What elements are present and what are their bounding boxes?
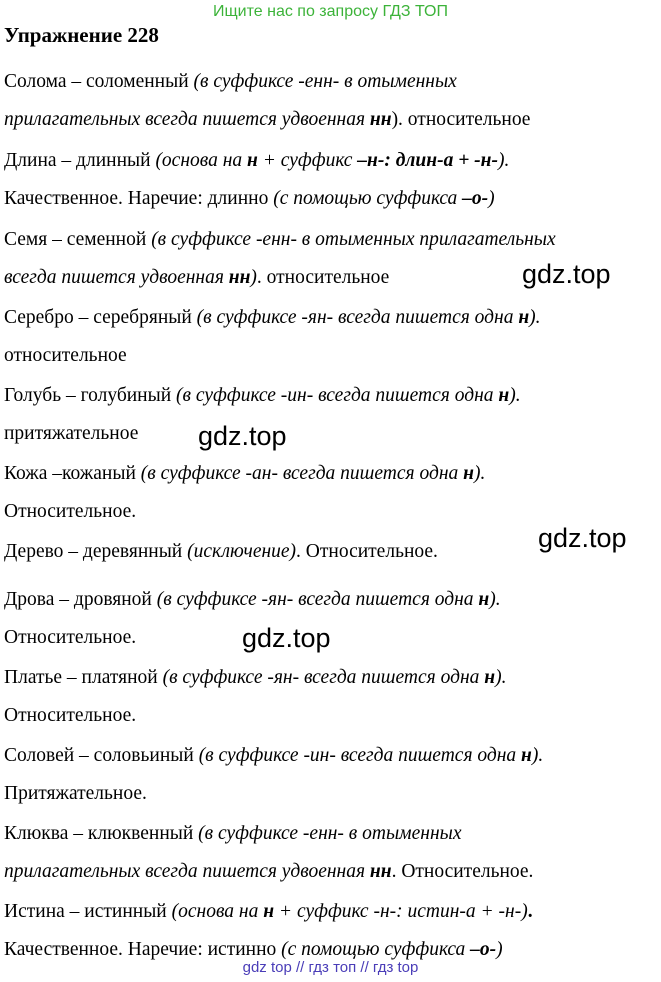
emphasis: –н-: длин-а + -н-	[357, 150, 498, 171]
explanation: всегда пишется удвоенная	[4, 267, 229, 288]
explanation: (в суффиксе -енн- в отыменных	[198, 823, 462, 844]
entry-line	[4, 893, 660, 931]
entry-line	[4, 142, 660, 180]
watermark: gdz.top	[198, 421, 287, 451]
text: Платье – платяной	[4, 667, 163, 688]
explanation: прилагательных всегда пишется удвоенная	[4, 109, 370, 130]
entry-line	[4, 619, 660, 657]
entry-solovinyi	[4, 737, 660, 813]
text: Солома – соломенный	[4, 71, 194, 92]
text: Соловей – соловьиный	[4, 745, 199, 766]
text: Дерево – деревянный	[4, 541, 188, 562]
text: Кожа –кожаный	[4, 463, 141, 484]
entry-kozhanyi	[4, 455, 660, 531]
emphasis: н	[518, 307, 530, 328]
explanation: ).	[489, 589, 501, 610]
explanation: (в суффиксе -ян- всегда пишется одна	[162, 667, 485, 688]
text: ). относительное	[391, 109, 531, 130]
explanation: )	[488, 188, 495, 209]
entry-line	[4, 737, 660, 775]
emphasis: н	[247, 150, 258, 171]
explanation: + суффикс	[257, 150, 358, 171]
entry-line	[4, 659, 660, 697]
text: . Относительное.	[296, 541, 438, 562]
entry-line	[4, 815, 660, 853]
watermark: gdz.top	[522, 259, 611, 289]
explanation: ).	[473, 463, 486, 484]
text: Серебро – серебряный	[4, 307, 197, 328]
explanation: ).	[495, 667, 507, 688]
text: Качественное. Наречие: длинно	[4, 188, 274, 209]
text: . Относительное.	[391, 861, 534, 882]
entry-istinnyi	[4, 893, 660, 959]
entry-line	[4, 221, 660, 259]
explanation: ).	[498, 150, 510, 171]
entry-solomennyi	[4, 63, 660, 139]
entry-line	[4, 415, 660, 453]
emphasis: н	[484, 667, 496, 688]
top-banner: Ищите нас по запросу ГДЗ ТОП	[213, 3, 448, 20]
entry-line	[4, 581, 660, 619]
emphasis: нн	[369, 861, 392, 882]
text: Истина – истинный	[4, 901, 172, 922]
text: Относительное.	[4, 627, 137, 648]
explanation: (в суффиксе -ин- всегда пишется одна	[198, 745, 522, 766]
explanation: (с помощью суффикса	[281, 939, 471, 960]
emphasis: –о-	[470, 939, 497, 960]
entry-golubinyi	[4, 377, 660, 453]
entry-klyukvennyi	[4, 815, 660, 891]
emphasis: .	[527, 901, 533, 922]
explanation: ).	[509, 385, 521, 406]
explanation: )	[250, 267, 257, 288]
explanation: (в суффиксе -енн- в отыменных	[193, 71, 457, 92]
explanation: (с помощью суффикса	[273, 188, 463, 209]
explanation: )	[496, 939, 503, 960]
exercise-title: Упражнение 228	[4, 23, 159, 47]
entry-line	[4, 299, 660, 337]
watermark: gdz.top	[538, 523, 627, 553]
watermark: gdz.top	[242, 623, 331, 653]
emphasis: н	[521, 745, 532, 766]
entry-line	[4, 697, 660, 735]
entry-serebryanyi	[4, 299, 660, 375]
text: Клюква – клюквенный	[4, 823, 199, 844]
emphasis: нн	[228, 267, 251, 288]
explanation: (в суффиксе -енн- в отыменных прилагательных	[151, 229, 556, 250]
entry-line	[4, 377, 660, 415]
emphasis: н	[463, 463, 474, 484]
text: Семя – семенной	[4, 229, 152, 250]
text: Притяжательное.	[4, 783, 147, 804]
entry-dlinnyi	[4, 142, 660, 218]
entry-line	[4, 337, 660, 375]
explanation: (основа на	[155, 150, 248, 171]
entry-line	[4, 853, 660, 891]
text: притяжательное	[4, 423, 139, 444]
explanation: (в суффиксе -ан- всегда пишется одна	[140, 463, 464, 484]
explanation: (в суффиксе -ян- всегда пишется одна	[196, 307, 519, 328]
text: Длина – длинный	[4, 150, 156, 171]
explanation: (исключение)	[187, 541, 297, 562]
emphasis: нн	[369, 109, 392, 130]
entry-line	[4, 931, 660, 959]
explanation: (в суффиксе -ин- всегда пишется одна	[176, 385, 499, 406]
explanation: + суффикс -н-: истин-а + -н-)	[274, 901, 528, 922]
entry-platyanoi	[4, 659, 660, 735]
text: . относительное	[256, 267, 390, 288]
text: Дрова – дровяной	[4, 589, 157, 610]
text: относительное	[4, 345, 127, 366]
text: Качественное. Наречие: истинно	[4, 939, 282, 960]
explanation: (в суффиксе -ян- всегда пишется одна	[156, 589, 479, 610]
explanation: (основа на	[171, 901, 264, 922]
entry-line	[4, 101, 660, 139]
emphasis: н	[263, 901, 275, 922]
entry-drovyanoi	[4, 581, 660, 657]
entry-line	[4, 63, 660, 101]
text: Относительное.	[4, 705, 137, 726]
text: Относительное.	[4, 501, 137, 522]
emphasis: –о-	[462, 188, 489, 209]
emphasis: н	[498, 385, 510, 406]
entry-line	[4, 455, 660, 493]
explanation: ).	[531, 745, 544, 766]
entry-line	[4, 775, 660, 813]
explanation: прилагательных всегда пишется удвоенная	[4, 861, 370, 882]
explanation: ).	[529, 307, 541, 328]
emphasis: н	[478, 589, 490, 610]
footer-links: gdz top // гдз топ // гдз top	[242, 959, 419, 976]
text: Голубь – голубиный	[4, 385, 177, 406]
entry-line	[4, 180, 660, 218]
